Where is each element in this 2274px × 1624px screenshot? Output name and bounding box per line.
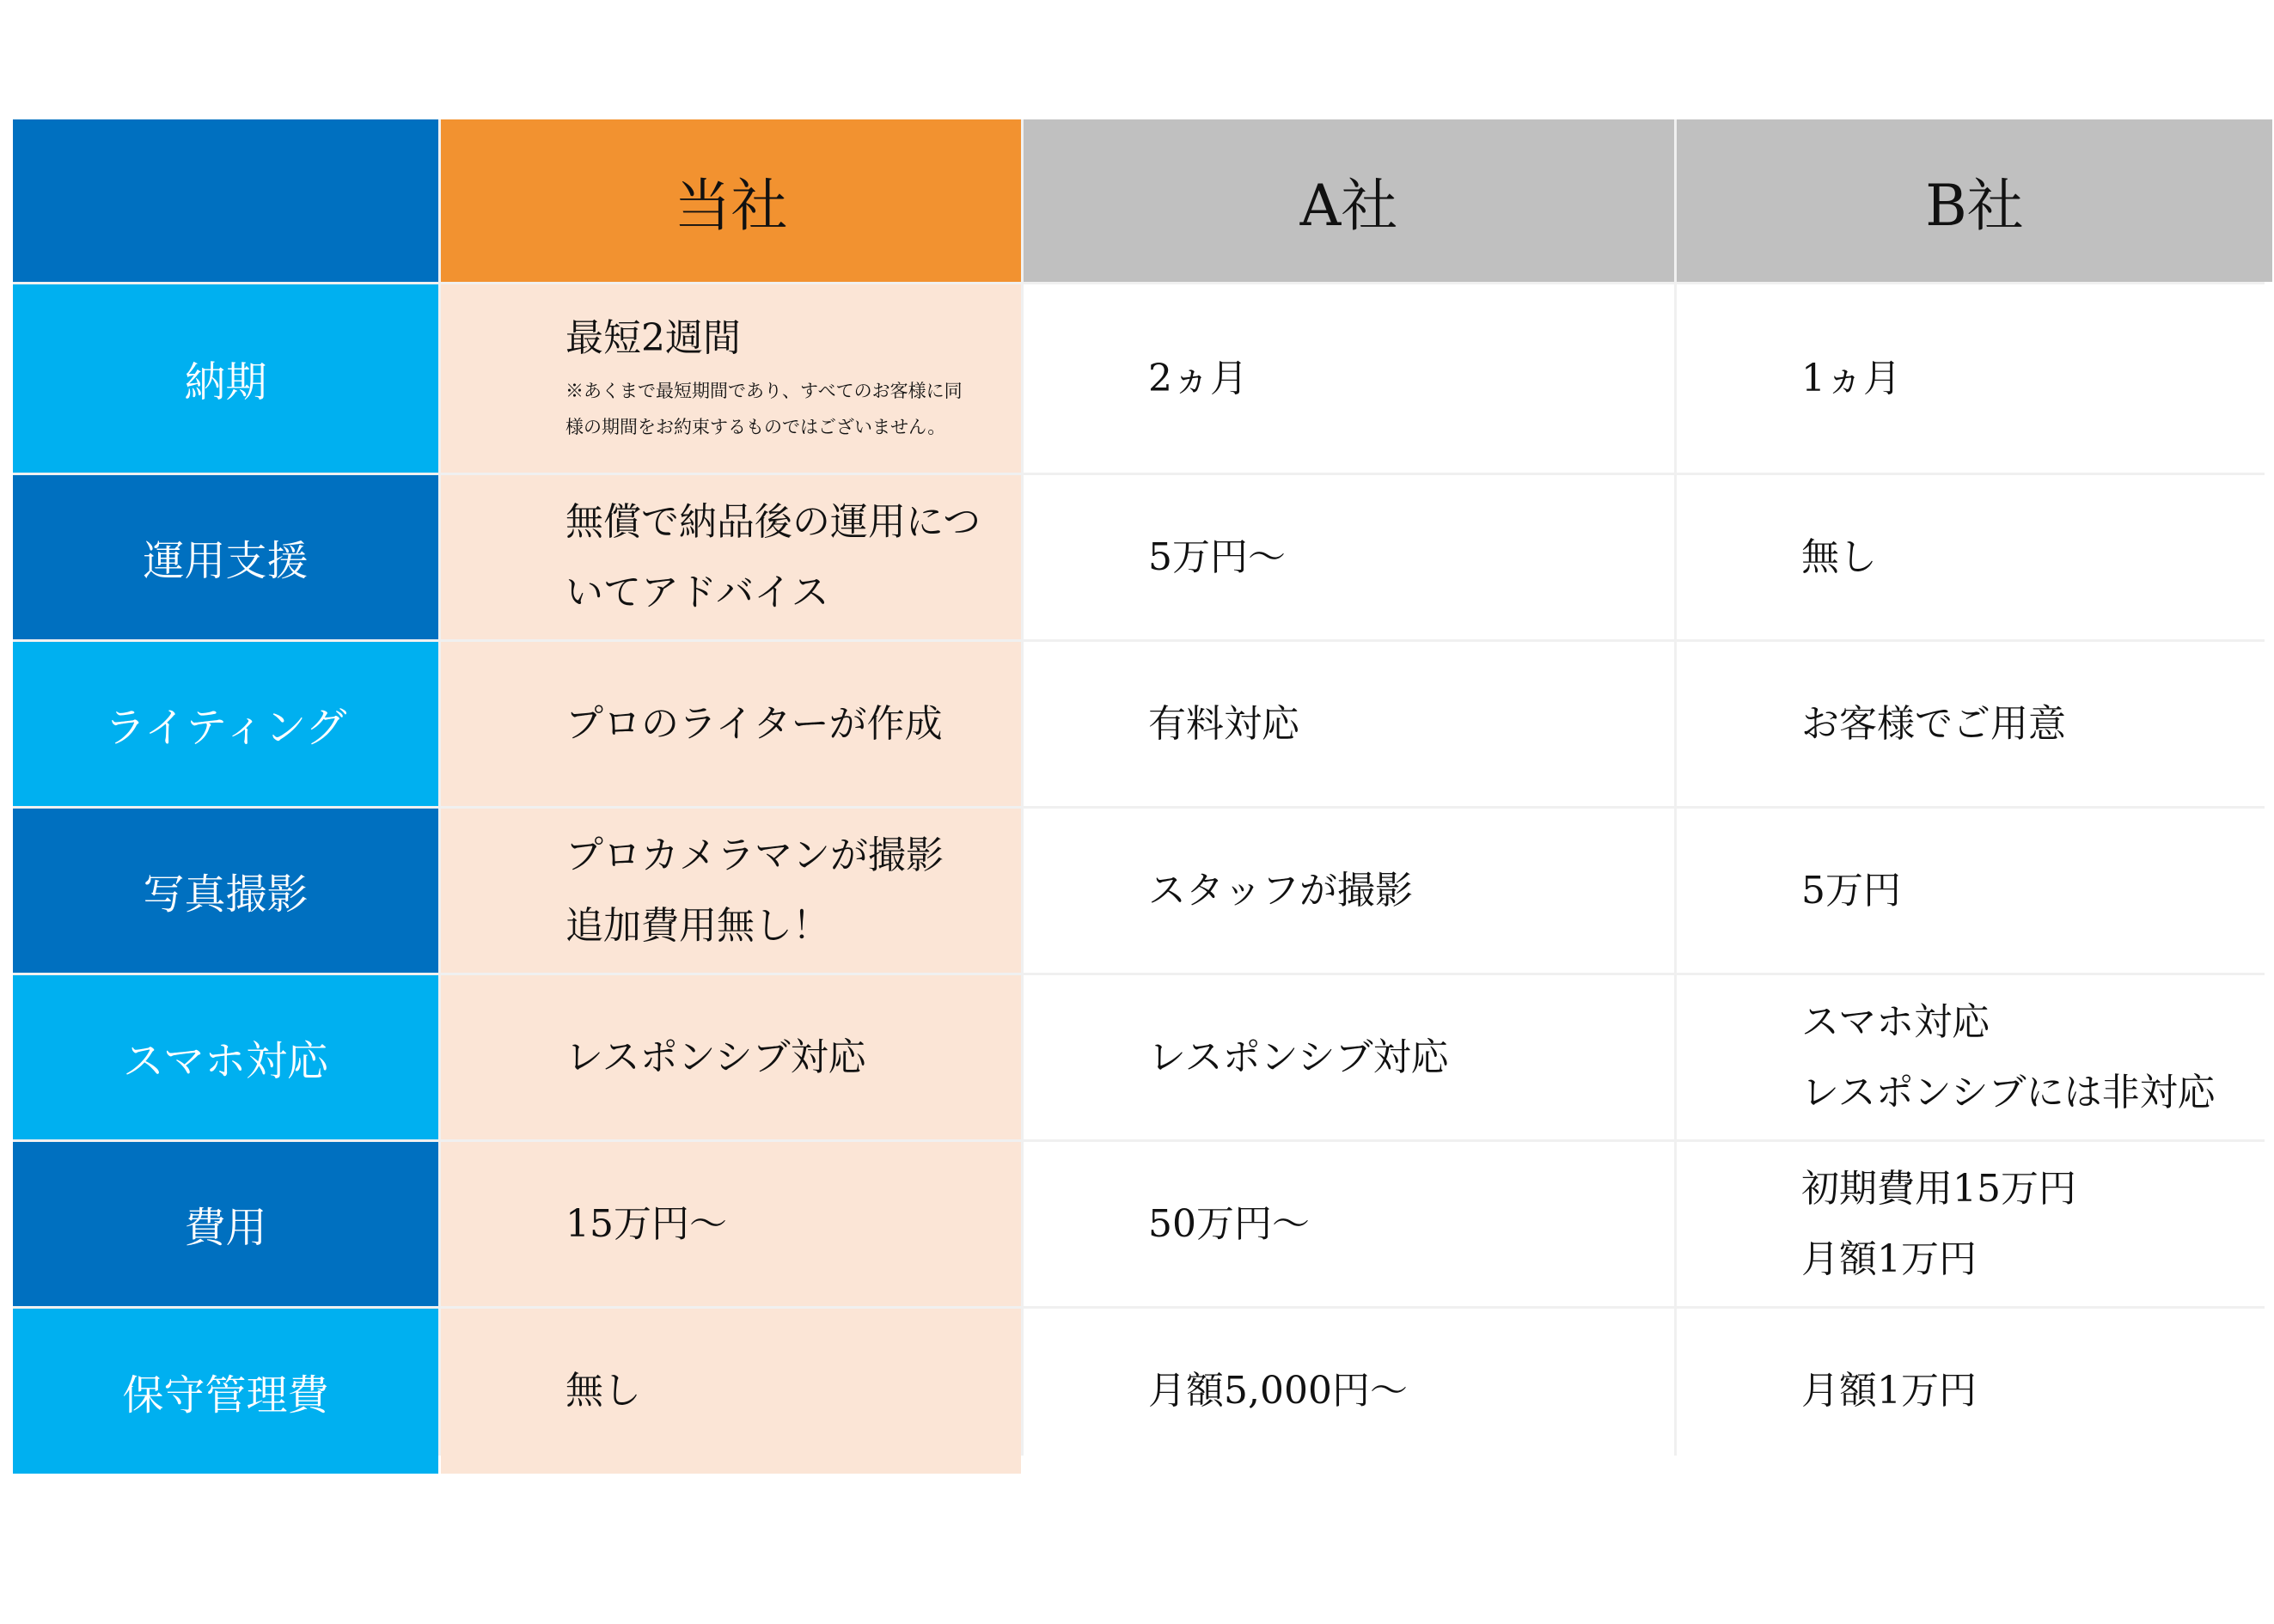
header-company-a xyxy=(1024,119,1674,282)
cell-line: 無し xyxy=(565,1369,641,1413)
cell-company-a-delivery xyxy=(1024,284,1674,473)
cell-line: お客様でご用意 xyxy=(1801,701,2066,746)
cell-company-a-writing xyxy=(1024,642,1674,806)
row-label-text: 納期 xyxy=(184,358,267,406)
header-ours-label: 当社 xyxy=(674,173,788,239)
cell-line: いてアドバイス xyxy=(565,570,829,614)
cell-company-b-writing xyxy=(1677,642,2272,806)
header-company-a-label: A社 xyxy=(1299,173,1398,239)
row-label-text: 写真撮影 xyxy=(143,870,309,919)
cell-line: 無し xyxy=(1801,534,1877,579)
header-company-b xyxy=(1677,119,2272,282)
cell-company-a-cost xyxy=(1024,1142,1674,1306)
header-company-b-label: B社 xyxy=(1925,173,2024,239)
cell-ours-photography xyxy=(441,809,1021,973)
cell-company-a-photography xyxy=(1024,809,1674,973)
cell-line: 2ヵ月 xyxy=(1148,356,1248,400)
note-line: ※あくまで最短期間であり、すべてのお客様に同 xyxy=(565,380,963,401)
cell-text xyxy=(1801,1154,2076,1295)
cell-company-b-delivery xyxy=(1677,284,2272,473)
comparison-table xyxy=(13,119,2265,1456)
cell-line: 月額1万円 xyxy=(1801,1236,1977,1281)
cell-line: スマホ対応 xyxy=(1801,999,1990,1044)
cell-company-a-operation-support xyxy=(1024,475,1674,639)
cell-line: レスポンシブ対応 xyxy=(1148,1035,1449,1079)
header-ours xyxy=(441,119,1021,282)
cell-ours-cost xyxy=(441,1142,1021,1306)
cell-company-b-operation-support xyxy=(1677,475,2272,639)
delivery-disclaimer-note xyxy=(565,373,963,445)
cell-text xyxy=(565,487,981,628)
cell-line: 初期費用15万円 xyxy=(1801,1166,2076,1211)
cell-ours-mobile-support xyxy=(441,975,1021,1139)
cell-line: プロのライターが作成 xyxy=(565,701,943,746)
cell-company-a-mobile-support xyxy=(1024,975,1674,1139)
cell-ours-operation-support xyxy=(441,475,1021,639)
row-label-mobile-support xyxy=(13,975,438,1139)
cell-company-b-maintenance-fee xyxy=(1677,1309,2272,1474)
cell-company-b-photography xyxy=(1677,809,2272,973)
cell-line: 最短2週間 xyxy=(565,315,741,360)
cell-line: 15万円～ xyxy=(565,1201,727,1246)
row-label-maintenance-fee xyxy=(13,1309,438,1474)
cell-line: プロカメラマンが撮影 xyxy=(565,833,944,877)
row-label-text: ライティング xyxy=(104,704,347,752)
cell-text xyxy=(565,821,944,962)
cell-text xyxy=(1801,987,2216,1128)
table-corner xyxy=(13,119,438,282)
cell-line: 追加費用無し！ xyxy=(565,903,830,948)
row-label-delivery xyxy=(13,284,438,473)
row-label-cost xyxy=(13,1142,438,1306)
cell-line: 5万円 xyxy=(1801,868,1901,913)
cell-line: 月額5,000円～ xyxy=(1148,1369,1408,1413)
cell-ours-writing xyxy=(441,642,1021,806)
note-line: 様の期間をお約束するものではございません。 xyxy=(565,416,946,437)
row-label-operation-support xyxy=(13,475,438,639)
cell-line: 無償で納品後の運用につ xyxy=(565,499,981,544)
cell-line: 5万円～ xyxy=(1148,534,1286,579)
cell-ours-maintenance-fee xyxy=(441,1309,1021,1474)
row-label-text: スマホ対応 xyxy=(122,1037,329,1085)
cell-company-b-mobile-support xyxy=(1677,975,2272,1139)
cell-line: 有料対応 xyxy=(1148,701,1299,746)
cell-line: スタッフが撮影 xyxy=(1148,868,1413,913)
cell-line: レスポンシブには非対応 xyxy=(1801,1070,2216,1114)
cell-company-b-cost xyxy=(1677,1142,2272,1306)
row-label-text: 保守管理費 xyxy=(122,1371,329,1419)
row-label-text: 費用 xyxy=(184,1204,267,1252)
row-label-text: 運用支援 xyxy=(143,537,309,585)
cell-company-a-maintenance-fee xyxy=(1024,1309,1674,1474)
cell-line: 1ヵ月 xyxy=(1801,356,1901,400)
row-label-photography xyxy=(13,809,438,973)
cell-line: 月額1万円 xyxy=(1801,1369,1977,1413)
cell-line: レスポンシブ対応 xyxy=(565,1035,866,1079)
cell-ours-delivery xyxy=(441,284,1021,473)
cell-line: 50万円～ xyxy=(1148,1201,1310,1246)
cell-text xyxy=(565,313,963,445)
row-label-writing xyxy=(13,642,438,806)
